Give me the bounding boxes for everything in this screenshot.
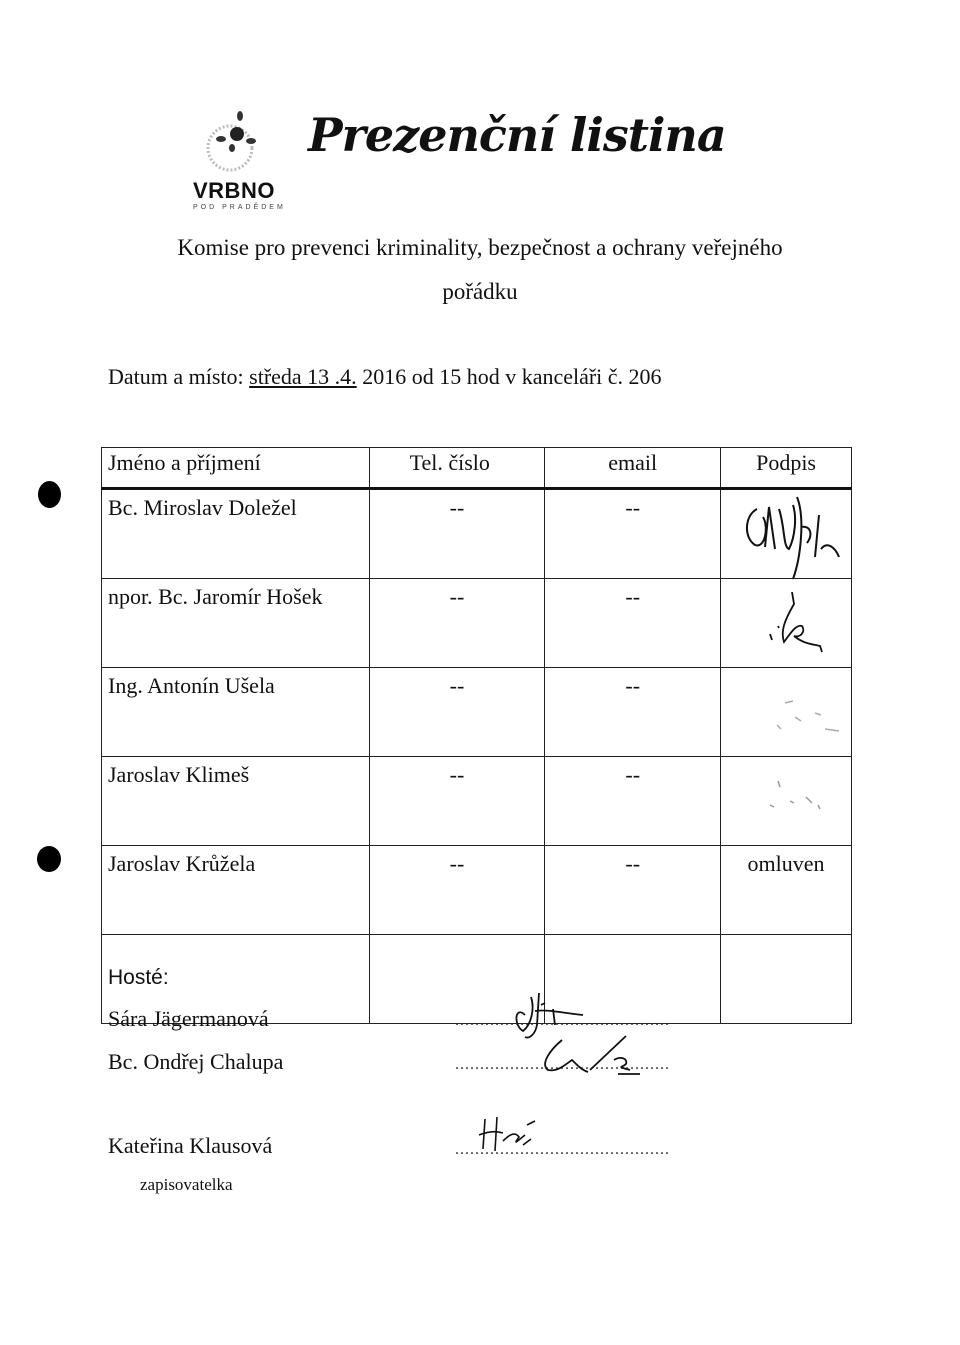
cell-tel: -- xyxy=(369,757,545,846)
table-row xyxy=(102,579,852,668)
cell-tel: -- xyxy=(369,668,545,757)
signature-line: ........................................... xyxy=(455,1012,670,1029)
meeting-date-place xyxy=(108,364,662,390)
logo-wordmark: VRBNO xyxy=(193,178,275,203)
cell-name: Jaroslav Klimeš xyxy=(102,757,370,846)
cell-name: Bc. Miroslav Doležel xyxy=(102,489,370,579)
table-row xyxy=(102,668,852,757)
header-email: email xyxy=(545,448,721,489)
table-row xyxy=(102,757,852,846)
cell-email: -- xyxy=(545,579,721,668)
cell-signature: omluven xyxy=(721,846,852,935)
signature-chalupa xyxy=(530,1030,660,1080)
guests-label: Hosté: xyxy=(108,966,169,989)
meeting-details: 2016 od 15 hod v kanceláři č. 206 xyxy=(356,364,662,389)
cell-tel: -- xyxy=(369,579,545,668)
guest-name: Bc. Ondřej Chalupa xyxy=(108,1049,284,1074)
committee-name xyxy=(100,226,860,314)
punch-hole-mark xyxy=(38,481,61,508)
cell-tel: -- xyxy=(369,846,545,935)
signature-klausova xyxy=(475,1105,555,1155)
cell-email: -- xyxy=(545,489,721,579)
signature-line: ........................................... xyxy=(455,1056,670,1073)
cell-tel: -- xyxy=(369,489,545,579)
guest-name: Sára Jägermanová xyxy=(108,1006,269,1031)
cell-name: Ing. Antonín Ušela xyxy=(102,668,370,757)
cell-email: -- xyxy=(545,757,721,846)
logo-subtitle: POD PRADĚDEM xyxy=(193,204,286,211)
recorder-name: Kateřina Klausová xyxy=(108,1133,273,1158)
cell-email: -- xyxy=(545,668,721,757)
cell-name: Jaroslav Krůžela xyxy=(102,846,370,935)
meeting-label: Datum a místo: xyxy=(108,364,250,389)
committee-name-line1: Komise pro prevenci kriminality, bezpečnost a ochrany veřejného xyxy=(177,235,783,260)
signature-usela-faint xyxy=(755,695,845,740)
cell-signature xyxy=(721,935,852,1024)
cell-name: npor. Bc. Jaromír Hošek xyxy=(102,579,370,668)
signature-klimes-faint xyxy=(760,775,840,820)
header-name: Jméno a příjmení xyxy=(102,448,370,489)
cell-email: -- xyxy=(545,846,721,935)
signature-hosek xyxy=(750,588,830,658)
header-tel: Tel. číslo xyxy=(369,448,545,489)
signature-dolezel xyxy=(735,487,850,582)
table-header-row xyxy=(102,448,852,489)
signature-line: ........................................... xyxy=(455,1141,670,1158)
committee-name-line2: pořádku xyxy=(442,279,518,304)
table-row xyxy=(102,846,852,935)
punch-hole-mark xyxy=(37,846,61,872)
recorder-role: zapisovatelka xyxy=(140,1175,233,1194)
header-signature: Podpis xyxy=(721,448,852,489)
meeting-date-underlined: středa 13 .4. xyxy=(249,364,357,389)
page-title: Prezenční listina xyxy=(308,108,726,162)
